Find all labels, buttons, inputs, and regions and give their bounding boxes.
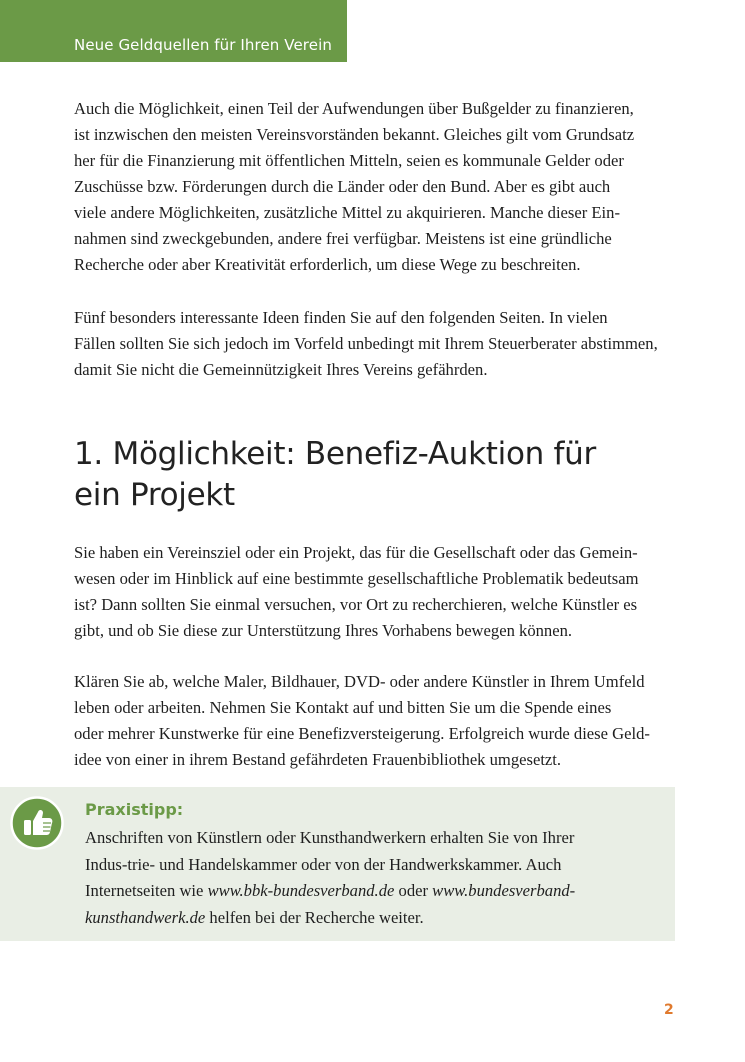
paragraph-line: Fällen sollten Sie sich jedoch im Vorfeld unbedingt mit Ihrem Steuerberater abstimmen, (74, 334, 658, 353)
heading-line: 1. Möglichkeit: Benefiz-Auktion für (74, 436, 596, 472)
tip-text (85, 825, 675, 931)
paragraph-line: nahmen sind zweckgebunden, andere frei verfügbar. Meistens ist eine gründliche (74, 229, 612, 248)
page-number: 2 (664, 1002, 674, 1018)
link-bundesverband-kunsthandwerk[interactable]: www.bundesverband- (432, 881, 576, 900)
paragraph-line: damit Sie nicht die Gemeinnützigkeit Ihres Vereins gefährden. (74, 360, 488, 379)
paragraph-line: wesen oder im Hinblick auf eine bestimmte gesellschaftliche Problematik bedeutsam (74, 569, 639, 588)
paragraph-line: viele andere Möglichkeiten, zusätzliche Mittel zu akquirieren. Manche dieser Ein- (74, 203, 620, 222)
paragraph-line: ist? Dann sollten Sie einmal versuchen, vor Ort zu recherchieren, welche Künstler es (74, 595, 638, 614)
tip-line (85, 878, 675, 905)
paragraph-line: oder mehrer Kunstwerke für eine Benefizversteigerung. Erfolgreich wurde diese Geld- (74, 724, 650, 743)
paragraph-line: her für die Finanzierung mit öffentlichen Mitteln, seien es kommunale Gelder oder (74, 151, 624, 170)
section-heading (74, 434, 677, 516)
tip-line: Anschriften von Künstlern oder Kunsthandwerkern erhalten Sie von Ihrer (85, 828, 575, 847)
paragraph-line: Fünf besonders interessante Ideen finden Sie auf den folgenden Seiten. In vielen (74, 308, 608, 327)
paragraph-artists (74, 669, 677, 773)
paragraph-line: leben oder arbeiten. Nehmen Sie Kontakt auf und bitten Sie um die Spende eines (74, 698, 612, 717)
paragraph-ideas (74, 305, 677, 383)
link-bundesverband-kunsthandwerk-cont[interactable]: kunsthandwerk.de (85, 907, 206, 927)
tip-text-segment: helfen bei der Recherche weiter. (205, 907, 424, 927)
heading-line: ein Projekt (74, 477, 235, 513)
paragraph-intro (74, 96, 677, 278)
paragraph-project (74, 540, 677, 644)
tip-line (85, 905, 675, 932)
thumbs-up-icon (10, 796, 64, 850)
tip-text-segment: oder (394, 881, 433, 900)
link-bbk-bundesverband[interactable]: www.bbk-bundesverband.de (207, 881, 395, 900)
paragraph-line: Auch die Möglichkeit, einen Teil der Aufwendungen über Bußgelder zu finanzieren, (74, 99, 634, 118)
running-header-title: Neue Geldquellen für Ihren Verein (74, 36, 332, 54)
tip-line: Indus-trie- und Handelskammer oder von der Handwerkskammer. Auch (85, 854, 562, 874)
paragraph-line: idee von einer in ihrem Bestand gefährdeten Frauenbibliothek umgesetzt. (74, 750, 562, 769)
paragraph-line: gibt, und ob Sie diese zur Unterstützung Ihres Vorhabens bewegen können. (74, 621, 573, 640)
paragraph-line: Zuschüsse bzw. Förderungen durch die Länder oder den Bund. Aber es gibt auch (74, 177, 611, 196)
tip-text-segment: Internetseiten wie (85, 881, 208, 900)
paragraph-line: Sie haben ein Vereinsziel oder ein Projekt, das für die Gesellschaft oder das Gemein- (74, 543, 638, 562)
paragraph-line: ist inzwischen den meisten Vereinsvorständen bekannt. Gleiches gilt vom Grundsatz (74, 125, 635, 144)
paragraph-line: Klären Sie ab, welche Maler, Bildhauer, DVD- oder andere Künstler in Ihrem Umfeld (74, 672, 645, 691)
tip-title: Praxistipp: (85, 800, 184, 819)
paragraph-line: Recherche oder aber Kreativität erforderlich, um diese Wege zu beschreiten. (74, 255, 581, 274)
